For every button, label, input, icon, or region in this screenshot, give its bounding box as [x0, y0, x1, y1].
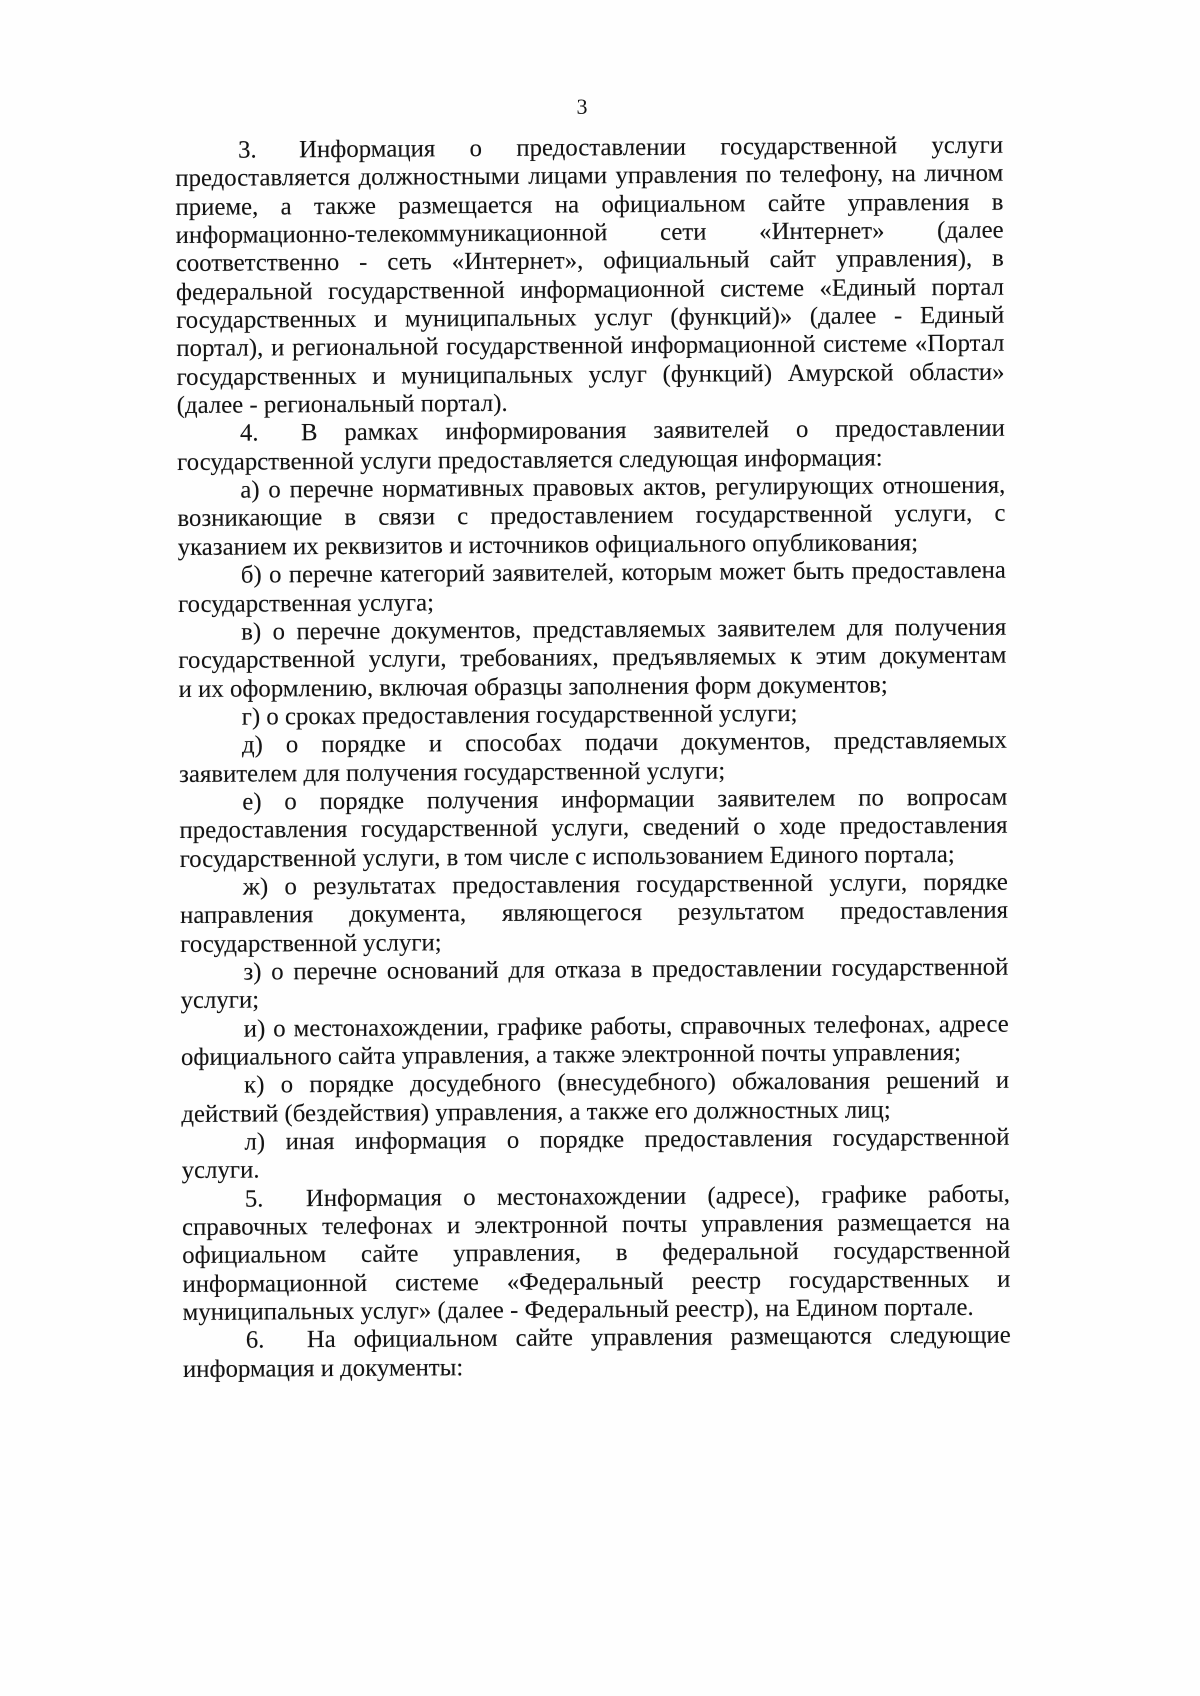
paragraph-3-line-4: информационно-телекоммуникационной сети «Интернет» (далее [175, 216, 1004, 250]
list-item-g-line-1: г) о сроках предоставления государственной услуги; [241, 699, 798, 731]
paragraph-4 [177, 415, 1005, 477]
list-item-b-line-1: б) о перечне категорий заявителей, которым может быть предоставлена [240, 556, 1006, 589]
paragraph-5-line-1-text: Информация о местонахождении (адресе), графике работы, [305, 1180, 1010, 1212]
list-item-d [179, 727, 1007, 789]
paragraph-3-line-6: федеральной государственной информационной системе «Единый портал [175, 273, 1005, 306]
list-item-k-line-2: действий (бездействия) управления, а также его должностных лиц; [181, 1096, 891, 1128]
paragraph-5-line-4: информационной системе «Федеральный реестр государственных и [182, 1265, 1011, 1298]
paragraph-6-line-2: информация и документы: [182, 1353, 464, 1383]
list-item-z-line-2: услуги; [180, 986, 260, 1015]
list-item-zh-line-2: направления документа, являющегося результатом предоставления [179, 896, 1009, 930]
list-item-zh-line-3: государственной услуги; [180, 928, 442, 958]
list-item-l [181, 1124, 1009, 1186]
paragraph-4-line-2: государственной услуги предоставляется следующая информация: [177, 444, 883, 476]
paragraph-5-number: 5. [244, 1185, 264, 1213]
paragraph-6-line-1 [183, 1322, 1011, 1356]
list-item-l-line-2: услуги. [181, 1156, 260, 1185]
list-item-zh [180, 869, 1009, 959]
paragraph-5 [182, 1180, 1011, 1327]
list-item-a [177, 472, 1006, 562]
paragraph-4-number: 4. [239, 419, 259, 448]
list-item-e-line-2: предоставления государственной услуги, сведений о ходе предоставления [179, 811, 1008, 845]
paragraph-3-line-3: приеме, а также размещается на официальном сайте управления в [175, 188, 1004, 221]
list-item-v [178, 613, 1007, 703]
paragraph-6 [183, 1322, 1011, 1384]
list-item-i-line-2: официального сайта управления, а также электронной почты управления; [180, 1038, 962, 1071]
paragraph-4-line-1-text: В рамках информирования заявителей о предоставлении [300, 415, 1005, 447]
list-item-e-line-1: е) о порядке получения информации заявителем по вопросам [242, 783, 1008, 816]
list-item-v-line-3: и их оформлению, включая образцы заполнения форм документов; [178, 670, 888, 703]
list-item-k-line-1: к) о порядке досудебного (внесудебного) обжалования решений и [244, 1066, 1010, 1099]
paragraph-3-line-8: портал), и региональной государственной информационной системе «Портал [176, 330, 1005, 363]
list-item-b [178, 557, 1006, 619]
list-item-e-line-3: государственной услуги, в том числе с использованием Единого портала; [179, 840, 955, 873]
list-item-a-line-1: а) о перечне нормативных правовых актов, регулирующих отношения, [240, 471, 1006, 504]
list-item-zh-line-1: ж) о результатах предоставления государственной услуги, порядке [242, 868, 1008, 901]
list-item-i-line-1: и) о местонахождении, графике работы, справочных телефонах, адресе [243, 1010, 1009, 1043]
list-item-d-line-1: д) о порядке и способах подачи документов, представляемых [241, 726, 1008, 759]
list-item-l-line-1: л) иная информация о порядке предоставления государственной [244, 1123, 1010, 1156]
list-item-i [181, 1010, 1009, 1072]
list-item-a-line-2: возникающие в связи с предоставлением государственной услуги, с [177, 500, 1006, 533]
paragraph-3-line-5: соответственно - сеть «Интернет», официальный сайт управления), в [175, 245, 1004, 278]
page-number: 3 [576, 94, 588, 119]
list-item-d-line-2: заявителем для получения государственной услуги; [179, 757, 726, 788]
paragraph-3-line-2: предоставляется должностными лицами управления по телефону, на личном [175, 159, 1004, 193]
paragraph-6-number: 6. [245, 1326, 265, 1355]
paragraph-6-line-1-text: На официальном сайте управления размещаются следующие [306, 1322, 1011, 1354]
list-item-z-line-1: з) о перечне оснований для отказа в предоставлении государственной [243, 953, 1009, 986]
list-item-a-line-3: указанием их реквизитов и источников официального опубликования; [177, 529, 919, 561]
list-item-k [181, 1067, 1009, 1129]
paragraph-3-line-10: (далее - региональный портал). [176, 389, 508, 420]
paragraph-3 [175, 132, 1005, 421]
list-item-z [180, 954, 1008, 1016]
paragraph-3-number: 3. [237, 136, 257, 164]
paragraph-3-line-9: государственных и муниципальных услуг (функций) Амурской области» [176, 358, 1005, 391]
list-item-b-line-2: государственная услуга; [177, 588, 435, 618]
paragraph-3-line-1-text: Информация о предоставлении государственной услуги [298, 131, 1004, 164]
document-body [175, 132, 1011, 1384]
list-item-v-line-1: в) о перечне документов, представляемых заявителем для получения [241, 613, 1007, 646]
list-item-e [179, 784, 1008, 874]
list-item-v-line-2: государственной услуги, требованиях, предъявляемых к этим документам [178, 641, 1007, 675]
paragraph-5-line-2: справочных телефонах и электронной почты управления размещается на [181, 1208, 1011, 1242]
paragraph-5-line-3: официальном сайте управления, в федеральной государственной [182, 1237, 1011, 1270]
paragraph-3-line-7: государственных и муниципальных услуг (функций)» (далее - Единый [176, 301, 1005, 335]
paragraph-5-line-5: муниципальных услуг» (далее - Федеральный реестр), на Едином портале. [182, 1293, 974, 1327]
